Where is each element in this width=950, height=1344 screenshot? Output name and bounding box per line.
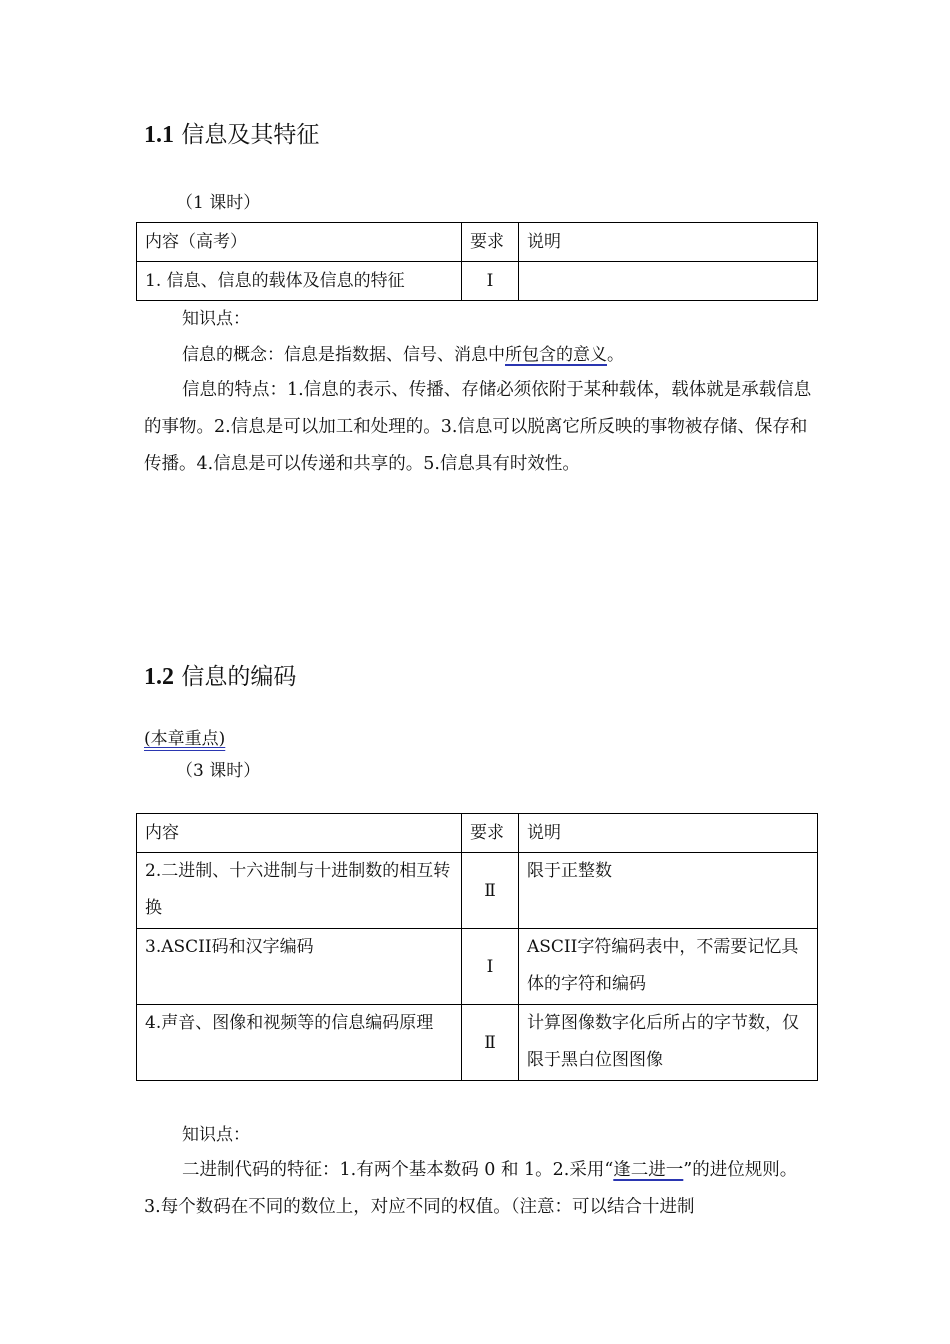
knowledge-label: 知识点： xyxy=(182,1125,250,1145)
table-header-cell: 说明 xyxy=(519,814,818,853)
table-header-cell: 要求 xyxy=(462,223,519,262)
section-number: 1.1 xyxy=(144,122,174,148)
section-heading-1-1 xyxy=(144,120,319,150)
concept-paragraph xyxy=(182,344,624,366)
table-row xyxy=(137,853,818,929)
table-cell: 2.二进制、十六进制与十进制数的相互转换 xyxy=(137,853,462,929)
table-header-cell: 要求 xyxy=(462,814,519,853)
concept-underlined-text: 所包含的意义 xyxy=(505,345,607,365)
binary-paragraph xyxy=(144,1152,812,1226)
section-title: 信息的编码 xyxy=(181,664,297,690)
table-cell: Ⅰ xyxy=(462,262,519,301)
section-title: 信息及其特征 xyxy=(181,122,320,148)
table-header-row xyxy=(137,223,818,262)
concept-suffix: 。 xyxy=(607,345,624,365)
table-header-cell: 内容（高考） xyxy=(137,223,462,262)
table-cell xyxy=(519,262,818,301)
lesson-hours: （3 课时） xyxy=(176,761,261,781)
binary-suffix: ”的进位规则。3.每个数码在不同的数位上，对应不同的权值。（注意：可以结合十进制 xyxy=(144,1160,798,1217)
binary-text: 二进制代码的特征：1.有两个基本数码 0 和 1。2.采用“ xyxy=(182,1160,614,1180)
table-row xyxy=(137,262,818,301)
features-paragraph: 信息的特点：1.信息的表示、传播、存储必须依附于某种载体，载体就是承载信息的事物。2.信息是可以加工和处理的。3.信息可以脱离它所反映的事物被存储、保存和传播。4.信息是可以传递和共享的。5.信息具有时效性。 xyxy=(144,380,812,474)
binary-underlined-text: 逢二进一 xyxy=(613,1160,684,1180)
concept-text: 信息的概念：信息是指数据、信号、消息中 xyxy=(182,345,505,365)
table-header-row xyxy=(137,814,818,853)
lesson-hours: （1 课时） xyxy=(176,193,261,213)
table-row xyxy=(137,929,818,1005)
section-number: 1.2 xyxy=(144,664,174,690)
table-cell: 计算图像数字化后所占的字节数，仅限于黑白位图图像 xyxy=(519,1005,818,1081)
table-cell: 1. 信息、信息的载体及信息的特征 xyxy=(137,262,462,301)
knowledge-label: 知识点： xyxy=(182,309,250,329)
requirements-table-1-2 xyxy=(136,813,818,1081)
table-header-cell: 说明 xyxy=(519,223,818,262)
table-cell: Ⅱ xyxy=(462,1005,519,1081)
section-heading-1-2 xyxy=(144,662,296,692)
table-cell: 4.声音、图像和视频等的信息编码原理 xyxy=(137,1005,462,1081)
table-header-cell: 内容 xyxy=(137,814,462,853)
key-chapter-note: (本章重点) xyxy=(144,729,226,749)
table-cell: Ⅱ xyxy=(462,853,519,929)
requirements-table-1-1 xyxy=(136,222,818,301)
table-cell: Ⅰ xyxy=(462,929,519,1005)
table-cell: 3.ASCII码和汉字编码 xyxy=(137,929,462,1005)
table-cell: ASCII字符编码表中，不需要记忆具体的字符和编码 xyxy=(519,929,818,1005)
table-cell: 限于正整数 xyxy=(519,853,818,929)
table-row xyxy=(137,1005,818,1081)
